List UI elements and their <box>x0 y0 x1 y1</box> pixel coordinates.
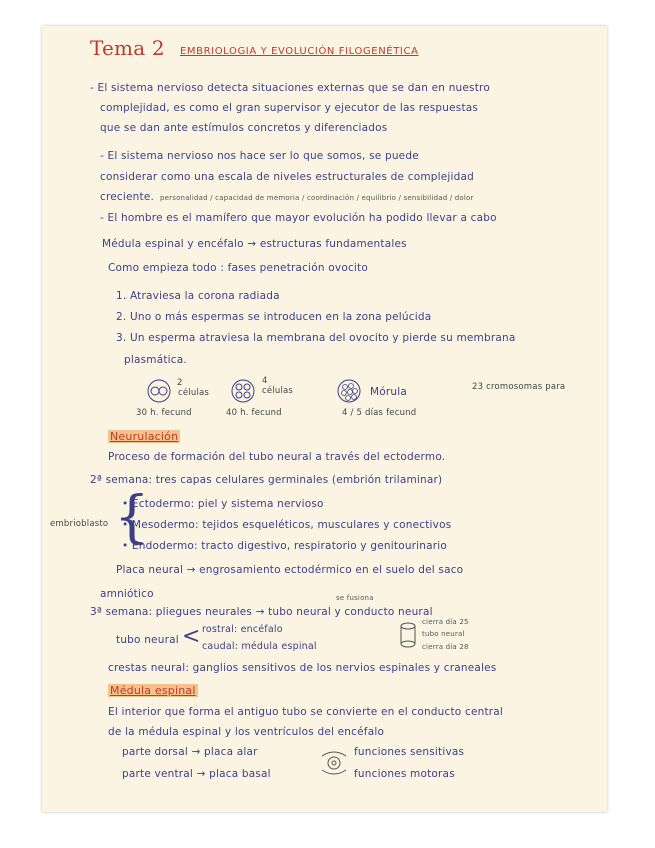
c2-top: 4 <box>262 376 268 386</box>
tubo-brace: < <box>182 624 201 649</box>
tubo-caudal: caudal: médula espinal <box>202 641 317 652</box>
embrioblasto-brace: { <box>114 485 150 550</box>
c1-top: 2 <box>177 378 183 388</box>
two-cell-icon <box>146 378 174 404</box>
tubo-neural-label: tubo neural <box>116 634 179 646</box>
como-empieza-line: Como empieza todo : fases penetración ovocito <box>108 262 368 274</box>
medula-heading: Médula espinal <box>110 684 196 697</box>
layer-endodermo: • Endodermo: tracto digestivo, respiratorio y genitourinario <box>122 540 448 552</box>
diagram-tubo-neural: tubo neural <box>422 630 465 638</box>
tubo-rostral: rostral: encéfalo <box>202 624 283 635</box>
medula-encefalo-line: Médula espinal y encéfalo → estructuras fundamentales <box>102 238 407 250</box>
layer-ectodermo: • Ectodermo: piel y sistema nervioso <box>122 498 324 510</box>
tube-diagram-icon <box>398 620 418 650</box>
neurulacion-heading: Neurulación <box>110 430 179 443</box>
para1-line3: que se dan ante estímulos concretos y diferenciados <box>100 122 388 134</box>
embrioblasto-label: embrioblasto <box>50 519 109 529</box>
notebook-page <box>42 26 607 812</box>
para1-line1: - El sistema nervioso detecta situaciones externas que se dan en nuestro <box>90 82 490 94</box>
placa-neural-1: Placa neural → engrosamiento ectodérmico en el suelo del saco <box>116 564 464 576</box>
para2-extra: personalidad / capacidad de memoria / coordinación / equilibrio / sensibilidad / dolor <box>160 194 474 202</box>
chromosomes-note: 23 cromosomas para <box>472 382 566 392</box>
c3-label: Mórula <box>370 386 408 398</box>
medula-text-2: de la médula espinal y los ventrículos del encéfalo <box>108 726 385 738</box>
funciones-sensitivas: funciones sensitivas <box>354 746 465 758</box>
placa-neural-2: amniótico <box>100 588 154 600</box>
crestas-neural: crestas neural: ganglios sensitivos de los nervios espinales y craneales <box>108 662 497 674</box>
semana-2: 2ª semana: tres capas celulares germinales (embrión trilaminar) <box>90 474 443 486</box>
c2-time: 40 h. fecund <box>226 408 282 418</box>
page-title: Tema 2 <box>90 36 165 60</box>
page-subtitle: EMBRIOLOGIA Y EVOLUCIÓN FILOGENÉTICA <box>180 46 419 57</box>
c2-label: células <box>262 386 294 396</box>
morula-icon <box>336 378 364 404</box>
step-3-cont: plasmática. <box>124 354 187 366</box>
spinal-section-icon <box>318 748 350 778</box>
parte-ventral: parte ventral → placa basal <box>122 768 271 780</box>
semana-3: 3ª semana: pliegues neurales → tubo neural y conducto neural <box>90 606 433 618</box>
layer-mesodermo: • Mesodermo: tejidos esqueléticos, musculares y conectivos <box>122 519 452 531</box>
diagram-cierra-28: cierra día 28 <box>422 643 469 651</box>
medula-text-1: El interior que forma el antiguo tubo se convierte en el conducto central <box>108 706 504 718</box>
para2-line1: - El sistema nervioso nos hace ser lo que somos, se puede <box>100 150 419 162</box>
four-cell-icon <box>230 378 258 404</box>
diagram-cierra-25: cierra día 25 <box>422 618 469 626</box>
para2-line3: creciente. <box>100 191 155 203</box>
c3-time: 4 / 5 días fecund <box>342 408 417 418</box>
para2-line2: considerar como una escala de niveles estructurales de complejidad <box>100 171 474 183</box>
step-3: 3. Un esperma atraviesa la membrana del ovocito y pierde su membrana <box>116 332 516 344</box>
step-2: 2. Uno o más espermas se introducen en la zona pelúcida <box>116 311 432 323</box>
para3: - El hombre es el mamífero que mayor evolución ha podido llevar a cabo <box>100 212 497 224</box>
funciones-motoras: funciones motoras <box>354 768 455 780</box>
c1-label: células <box>178 388 210 398</box>
neurulacion-proceso: Proceso de formación del tubo neural a través del ectodermo. <box>108 451 446 463</box>
para1-line2: complejidad, es como el gran supervisor y ejecutor de las respuestas <box>100 102 479 114</box>
se-fusiona-note: se fusiona <box>336 594 374 602</box>
parte-dorsal: parte dorsal → placa alar <box>122 746 258 758</box>
step-1: 1. Atraviesa la corona radiada <box>116 290 280 302</box>
c1-time: 30 h. fecund <box>136 408 192 418</box>
